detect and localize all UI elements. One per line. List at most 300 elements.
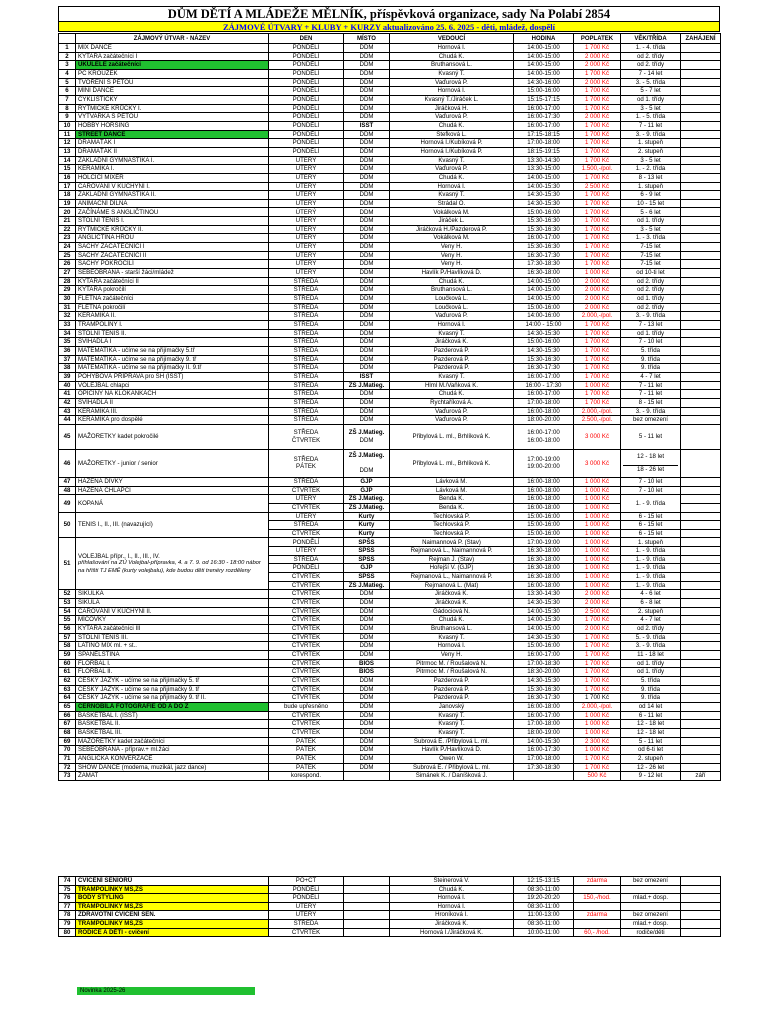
table-row: [59, 295, 721, 304]
activity-place: DDM: [344, 130, 390, 139]
activity-name: RYTMICKÉ KRŮČKY II.: [76, 225, 269, 234]
activity-time: 19:20-20:20: [514, 894, 574, 903]
activity-fee: 1 700 Kč: [574, 372, 621, 381]
table-row: [59, 52, 721, 61]
activity-age: 3. - 9. třída: [621, 130, 681, 139]
activity-time: 14:00-15:00: [514, 44, 574, 53]
activity-place: DDM: [344, 269, 390, 278]
activity-start: [681, 321, 721, 330]
activity-place: DDM: [344, 685, 390, 694]
activity-day: [269, 424, 344, 449]
activity-day: STŘEDA: [269, 919, 344, 928]
activity-place: DDM: [344, 69, 390, 78]
activity-start: [681, 104, 721, 113]
table-row: [59, 312, 721, 321]
activity-fee: 1 000 Kč: [574, 581, 621, 590]
activity-time: 16:00-17:00: [514, 651, 574, 660]
activity-age: 4 - 7 let: [621, 616, 681, 625]
table-row: [59, 381, 721, 390]
col-day: DEN: [269, 34, 344, 44]
activity-leader: Chudá K.: [390, 885, 514, 894]
activity-fee: 2 000 Kč: [574, 52, 621, 61]
activity-leader: Kvasný T.: [390, 69, 514, 78]
table-row: [59, 694, 721, 703]
activity-day: ÚTERÝ: [269, 495, 344, 504]
table-row: [59, 208, 721, 217]
activity-leader: Rychtaříková A.: [390, 398, 514, 407]
activity-leader: Veny H.: [390, 243, 514, 252]
activity-name: FLÉTNA začátečníci: [76, 295, 269, 304]
row-number: 52: [59, 590, 76, 599]
activity-leader: Techlovská P.: [390, 529, 514, 538]
activity-place: DDM: [344, 147, 390, 156]
activity-time: 12:15-13:15: [514, 877, 574, 886]
activity-name: HOLČIČÍ MIXÉR: [76, 173, 269, 182]
activity-place: DDM: [344, 329, 390, 338]
activity-place: DDM: [344, 217, 390, 226]
activity-fee: 1 700 Kč: [574, 694, 621, 703]
activity-fee: 1 700 Kč: [574, 208, 621, 217]
activity-start: [681, 95, 721, 104]
activity-place: DDM: [344, 277, 390, 286]
activity-leader: Veny H.: [390, 651, 514, 660]
activity-time: 16:00-17:00: [514, 711, 574, 720]
activity-name: ZÁKLADNÍ GYMNASTIKA I.: [76, 156, 269, 165]
activity-leader: Strádal O.: [390, 199, 514, 208]
activity-place: DDM: [344, 416, 390, 425]
table-row: [59, 321, 721, 330]
activity-place: DDM: [344, 295, 390, 304]
activity-age: [621, 902, 681, 911]
activity-name: KYTARA pokročilí: [76, 286, 269, 295]
activity-leader: Kvasný T.: [390, 329, 514, 338]
activity-day: STŘEDA: [269, 277, 344, 286]
activity-time: [514, 772, 574, 781]
activity-time: 16:00-17:00: [514, 372, 574, 381]
activity-name: RYTMICKÉ KRŮČKY I.: [76, 104, 269, 113]
activity-time: 16:00-17:00: [514, 121, 574, 130]
activity-fee: 1 700 Kč: [574, 130, 621, 139]
activity-place: DDM: [344, 208, 390, 217]
activity-start: [681, 616, 721, 625]
activity-start: [681, 87, 721, 96]
activity-time: 16:00-17:00: [514, 390, 574, 399]
activity-fee: 1 000 Kč: [574, 720, 621, 729]
activity-day: PONDĚLÍ: [269, 61, 344, 70]
row-number: 50: [59, 512, 76, 538]
activity-day: ČTVRTEK: [269, 651, 344, 660]
activity-time: 11:00-13:00: [514, 911, 574, 920]
activity-name: KYTARA začátečníci II: [76, 277, 269, 286]
activity-age: 11 - 18 let: [621, 651, 681, 660]
activity-fee: 1 700 Kč: [574, 355, 621, 364]
row-number: 21: [59, 217, 76, 226]
activity-day: STŘEDA: [269, 364, 344, 373]
table-row: [59, 599, 721, 608]
row-number: 56: [59, 625, 76, 634]
activity-place: DDM: [344, 720, 390, 729]
activity-leader: Hlml M./Vaňková K.: [390, 381, 514, 390]
activity-name: SEBEOBRANA - příprav.+ ml.žáci: [76, 746, 269, 755]
activity-fee: 1 700 Kč: [574, 173, 621, 182]
day-line: PÁTEK: [296, 463, 316, 471]
activity-leader: Owen W.: [390, 754, 514, 763]
activity-day: ČTVRTEK: [269, 720, 344, 729]
activity-place: [344, 877, 390, 886]
table-row: [59, 538, 721, 547]
activity-fee: 1 700 Kč: [574, 104, 621, 113]
activity-leader: Lávková M.: [390, 477, 514, 486]
activity-start: [681, 581, 721, 590]
activity-leader: Hroníková I.: [390, 911, 514, 920]
activity-time: 14:00-15:30: [514, 607, 574, 616]
activity-fee: 1 000 Kč: [574, 521, 621, 530]
activity-start: [681, 277, 721, 286]
table-row: [59, 95, 721, 104]
activity-fee: 2.000,-/pol.: [574, 702, 621, 711]
activity-name: BASKETBAL I. (ISŠT): [76, 711, 269, 720]
activity-fee: 150,-/hod.: [574, 894, 621, 903]
activity-day: ČTVRTEK: [269, 728, 344, 737]
activity-age: od 1. třídy: [621, 659, 681, 668]
activity-leader: Hornová I.: [390, 87, 514, 96]
activity-day: STŘEDA: [269, 398, 344, 407]
activity-time: 16:00-17:00: [514, 104, 574, 113]
activity-fee: 1 000 Kč: [574, 555, 621, 564]
activity-leader: Benda K.: [390, 495, 514, 504]
row-number: 65: [59, 702, 76, 711]
activity-age: 2. stupeň: [621, 754, 681, 763]
activity-leader: Hořejší V. (GJP): [390, 564, 514, 573]
activity-leader: Bruthansová L.: [390, 286, 514, 295]
table-row: [59, 763, 721, 772]
activity-fee: 1 000 Kč: [574, 711, 621, 720]
activity-time: 13:30-15:00: [514, 165, 574, 174]
table-row: [59, 659, 721, 668]
activity-name: ŠVIHADLA I: [76, 338, 269, 347]
activity-fee: 2 000 Kč: [574, 277, 621, 286]
activity-leader: Hornová I./Kubíková P.: [390, 147, 514, 156]
activity-fee: 1 700 Kč: [574, 668, 621, 677]
activity-fee: 3 000 Kč: [574, 424, 621, 449]
activity-time: 14:00 - 15:00: [514, 321, 574, 330]
activity-name: MATEMATIKA - učíme se na přijímačky 5.tř: [76, 346, 269, 355]
activity-name: ČESKÝ JAZYK - učíme se na přijímačky 5. tř: [76, 676, 269, 685]
table-row: [59, 61, 721, 70]
activity-place: DDM: [344, 599, 390, 608]
activity-age: 6 - 15 let: [621, 512, 681, 521]
activity-fee: 1 000 Kč: [574, 381, 621, 390]
activity-start: září: [681, 772, 721, 781]
activity-place: DDM: [344, 651, 390, 660]
activity-start: [681, 329, 721, 338]
activity-day: STŘEDA: [269, 555, 344, 564]
col-fee: POPLATEK: [574, 34, 621, 44]
activity-start: [681, 225, 721, 234]
activity-age: 1. - 9. třída: [621, 573, 681, 582]
activity-start: [681, 208, 721, 217]
table-row: [59, 877, 721, 886]
table-row: [59, 113, 721, 122]
activity-age: 3. - 5. třída: [621, 78, 681, 87]
activity-day: STŘEDA: [269, 407, 344, 416]
activity-name: FLORBAL I.: [76, 659, 269, 668]
table-row: [59, 885, 721, 894]
activity-day: STŘEDA: [269, 372, 344, 381]
activity-leader: Pitrmoc M. / Roušalová N.: [390, 659, 514, 668]
activity-fee: 1 000 Kč: [574, 564, 621, 573]
activity-start: [681, 121, 721, 130]
row-number: 40: [59, 381, 76, 390]
activity-fee: [574, 885, 621, 894]
activity-name: CYKLISTICKY: [76, 95, 269, 104]
table-row: [59, 902, 721, 911]
row-number: 35: [59, 338, 76, 347]
activity-leader: Kvasný T.: [390, 711, 514, 720]
activity-age: 5. - 9. třída: [621, 633, 681, 642]
activity-age: 1. stupeň: [621, 139, 681, 148]
activity-start: [681, 477, 721, 486]
activity-age: 5 - 6 let: [621, 208, 681, 217]
activity-fee: 3 000 Kč: [574, 449, 621, 477]
row-number: 41: [59, 390, 76, 399]
activity-time: 15:00-16:00: [514, 642, 574, 651]
table-row: [59, 477, 721, 486]
table-row: [59, 616, 721, 625]
activity-name: TRAMPOLÍNKY MŠ,ZŠ: [76, 885, 269, 894]
row-number: 34: [59, 329, 76, 338]
activity-start: [681, 156, 721, 165]
activity-leader: Rejman J. (Stav): [390, 555, 514, 564]
activity-place: DDM: [344, 44, 390, 53]
row-number: 78: [59, 911, 76, 920]
activity-time: 17:15-18:15: [514, 130, 574, 139]
table-row: [59, 286, 721, 295]
activity-time: 14:30-15:30: [514, 346, 574, 355]
activity-age: 9. třída: [621, 685, 681, 694]
activity-name: [76, 538, 269, 590]
activity-place: DDM: [344, 355, 390, 364]
activity-name: FLÉTNA pokročilí: [76, 303, 269, 312]
row-number: 18: [59, 191, 76, 200]
col-leader: VEDOUCÍ: [390, 34, 514, 44]
activity-name: KERAMIKA I.: [76, 165, 269, 174]
activity-leader: Naimannová P. (Stav): [390, 538, 514, 547]
activity-day: PÁTEK: [269, 737, 344, 746]
activity-age: 7 - 14 let: [621, 69, 681, 78]
activity-name: MAŽORETKY - junior / senior: [76, 449, 269, 477]
row-number: 74: [59, 877, 76, 886]
activity-place: DDM: [344, 251, 390, 260]
activity-fee: [574, 919, 621, 928]
activity-place: BIOS: [344, 668, 390, 677]
activity-place: DDM: [344, 312, 390, 321]
activity-time: 14:00-15:00: [514, 295, 574, 304]
activity-day: ČTVRTEK: [269, 573, 344, 582]
table-row: [59, 217, 721, 226]
activity-time: 15:00-16:00: [514, 208, 574, 217]
time-line: 19:00-20:00: [527, 463, 560, 471]
activity-leader: Přibylová L. ml., Brhlíková K.: [390, 449, 514, 477]
activity-fee: 2.000,-/pol.: [574, 312, 621, 321]
activity-leader: Hornová I.: [390, 894, 514, 903]
activity-age: 1. - 2. třída: [621, 165, 681, 174]
activity-day: ČTVRTEK: [269, 607, 344, 616]
activity-fee: 1 000 Kč: [574, 495, 621, 504]
table-row: [59, 173, 721, 182]
activity-day: STŘEDA: [269, 321, 344, 330]
activity-leader: Hornová I.: [390, 642, 514, 651]
activity-age: 3 - 5 let: [621, 225, 681, 234]
time-line: 16:00-17:00: [527, 429, 560, 437]
activity-leader: Bruthansová L.: [390, 61, 514, 70]
day-line: ČTVRTEK: [291, 436, 321, 444]
time-line: 17:00-19:00: [527, 455, 560, 463]
activity-day: ÚTERÝ: [269, 199, 344, 208]
activity-leader: Chudá K.: [390, 52, 514, 61]
activity-day: PONDĚLÍ: [269, 44, 344, 53]
activity-fee: 1 700 Kč: [574, 251, 621, 260]
extra-activities-table: [58, 876, 721, 937]
activity-name: STOLNÍ TENIS III.: [76, 633, 269, 642]
activity-age: 7-15 let: [621, 260, 681, 269]
activity-time: 16:00-18:00: [514, 407, 574, 416]
activity-place: DDM: [344, 165, 390, 174]
activity-name: KERAMIKA III.: [76, 407, 269, 416]
table-row: [59, 69, 721, 78]
activity-place: DDM: [344, 694, 390, 703]
activity-age: 1. - 4. třída: [621, 44, 681, 53]
activity-leader: Šimánek K. / Daníšková J.: [390, 772, 514, 781]
row-number: 68: [59, 728, 76, 737]
col-number: [59, 34, 76, 44]
activity-fee: 1 700 Kč: [574, 139, 621, 148]
activity-time: 15:30-16:30: [514, 225, 574, 234]
activity-day: ÚTERÝ: [269, 251, 344, 260]
activity-place: DDM: [344, 746, 390, 755]
col-name: ZÁJMOVÝ ÚTVAR - NÁZEV: [76, 34, 269, 44]
activity-day: STŘEDA: [269, 416, 344, 425]
activity-fee: 1 000 Kč: [574, 529, 621, 538]
activity-name: ŠACHY POKROČILÍ: [76, 260, 269, 269]
activity-time: 16:00-18:00: [514, 495, 574, 504]
activity-fee: 1 700 Kč: [574, 616, 621, 625]
activity-place: DDM: [344, 199, 390, 208]
row-number: 27: [59, 269, 76, 278]
activity-leader: Vaďurová P.: [390, 78, 514, 87]
activity-leader: Pitrmoc M. / Roušalová N.: [390, 668, 514, 677]
activity-age: 5 - 11 let: [621, 737, 681, 746]
activity-day: ČTVRTEK: [269, 694, 344, 703]
activity-name: ČESKÝ JAZYK - učíme se na přijímačky 9. tř II.: [76, 694, 269, 703]
activity-age: od 6-ti let: [621, 746, 681, 755]
activity-age: 1. stupeň: [621, 538, 681, 547]
activity-title: VOLEJBAL přípr., I., II., III., IV.: [78, 552, 160, 560]
activity-start: [681, 685, 721, 694]
activity-age: 2. stupeň: [621, 147, 681, 156]
activity-leader: Chudá K.: [390, 121, 514, 130]
activity-day: STŘEDA: [269, 338, 344, 347]
activity-leader: Chudá K.: [390, 277, 514, 286]
activity-leader: Vaďurová P.: [390, 165, 514, 174]
activity-start: [681, 503, 721, 512]
activity-name: KERAMIKA pro dospělé: [76, 416, 269, 425]
activity-time: 14:00-15:30: [514, 182, 574, 191]
activity-start: [681, 555, 721, 564]
activity-start: [681, 243, 721, 252]
row-number: 64: [59, 694, 76, 703]
activity-age: [621, 885, 681, 894]
place-line: DDM: [359, 436, 374, 444]
activity-time: 14:30-15:30: [514, 633, 574, 642]
table-row: [59, 390, 721, 399]
activity-time: 13:30-14:30: [514, 156, 574, 165]
activity-time: 14:00-15:30: [514, 616, 574, 625]
activity-start: [681, 61, 721, 70]
activity-place: SPŠS: [344, 547, 390, 556]
activity-place: DDM: [344, 95, 390, 104]
activity-leader: Loučková L.: [390, 303, 514, 312]
activity-age: 7 - 11 let: [621, 121, 681, 130]
activity-day: PONDĚLÍ: [269, 95, 344, 104]
activity-day: PONDĚLÍ: [269, 78, 344, 87]
activity-leader: Gádociová N.: [390, 607, 514, 616]
activity-start: [681, 728, 721, 737]
activity-age: 8 - 15 let: [621, 398, 681, 407]
activity-leader: Pazderová P.: [390, 694, 514, 703]
table-row: [59, 495, 721, 504]
activity-start: [681, 182, 721, 191]
activity-name: MIX DANCE: [76, 44, 269, 53]
activity-leader: Rejmanová L., Naimannová P.: [390, 547, 514, 556]
activity-start: [681, 746, 721, 755]
activity-fee: 1 700 Kč: [574, 659, 621, 668]
activity-time: 16:30-18:00: [514, 269, 574, 278]
activity-day: ČTVRTEK: [269, 599, 344, 608]
day-line: STŘEDA: [293, 429, 319, 437]
table-row: [59, 919, 721, 928]
activity-name: ŠIKULA: [76, 599, 269, 608]
activity-name: TRAMPOLÍNKY MŠ,ZŠ: [76, 902, 269, 911]
activity-fee: 1 000 Kč: [574, 503, 621, 512]
table-row: [59, 685, 721, 694]
activity-start: [681, 113, 721, 122]
activity-fee: 2 000 Kč: [574, 113, 621, 122]
activity-name: ČESKÝ JAZYK - učíme se na přijímačky 9. tř: [76, 685, 269, 694]
activity-day: PONDĚLÍ: [269, 52, 344, 61]
row-number: 36: [59, 346, 76, 355]
activity-day: ČTVRTEK: [269, 633, 344, 642]
activity-age: 1. - 9. třída: [621, 555, 681, 564]
activity-fee: zdarma: [574, 911, 621, 920]
row-number: 38: [59, 364, 76, 373]
activity-name: FLORBAL II.: [76, 668, 269, 677]
activity-leader: Benda K.: [390, 503, 514, 512]
row-number: 33: [59, 321, 76, 330]
activity-place: DDM: [344, 711, 390, 720]
activity-fee: 2 000 Kč: [574, 625, 621, 634]
activity-place: [344, 772, 390, 781]
row-number: 77: [59, 902, 76, 911]
row-number: 28: [59, 277, 76, 286]
activity-time: 16:00-17:00: [514, 234, 574, 243]
activity-leader: Techlovská P.: [390, 521, 514, 530]
table-row: [59, 668, 721, 677]
table-row: [59, 139, 721, 148]
activity-leader: Jiráčková K.: [390, 338, 514, 347]
activity-leader: Veny H.: [390, 260, 514, 269]
row-number: 15: [59, 165, 76, 174]
